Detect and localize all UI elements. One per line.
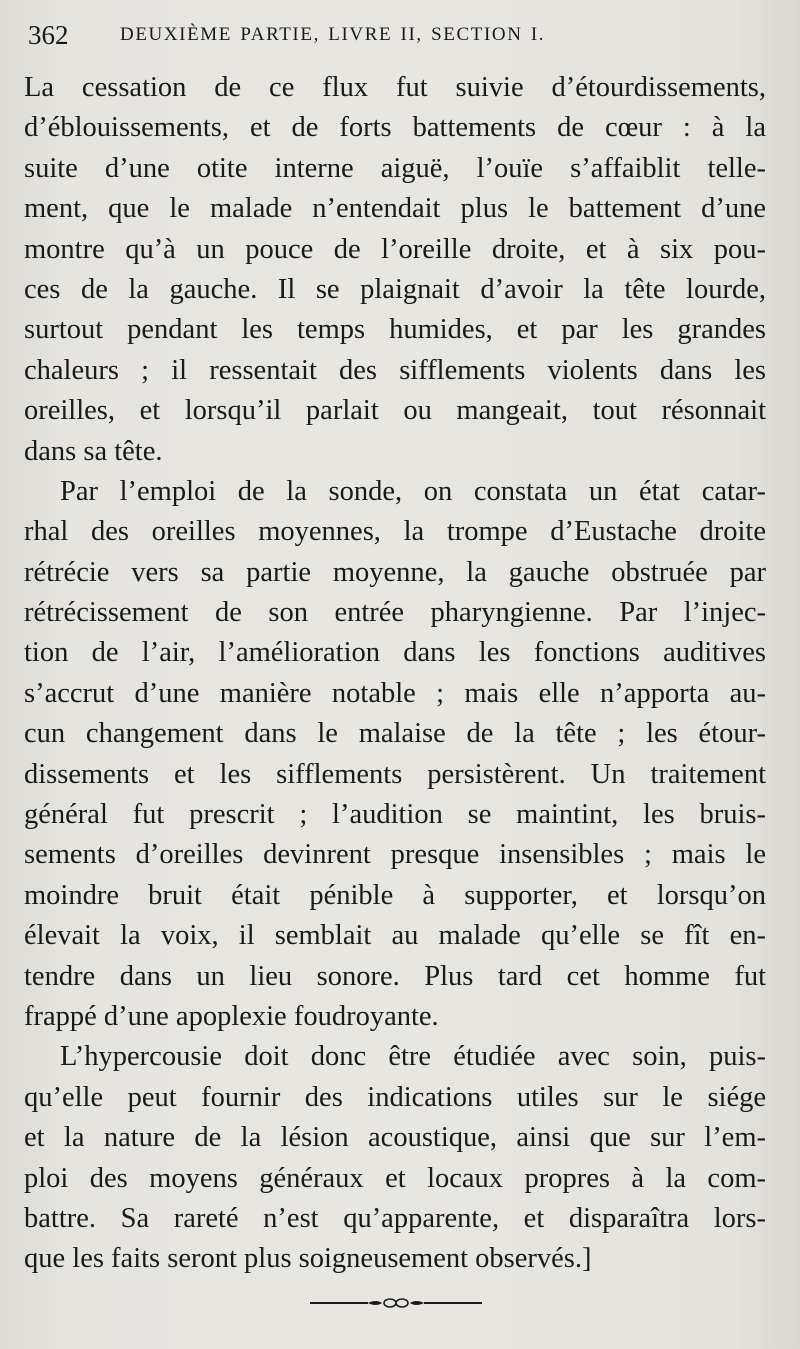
text-line: La cessation de ce flux fut suivie d’étourdissements,	[24, 72, 766, 103]
text-line: chaleurs ; il ressentait des sifflements violents dans les	[24, 354, 766, 386]
text-line: rétrécissement de son entrée pharyngienne. Par l’injec-	[24, 597, 766, 629]
text-line: L’hypercousie doit donc être étudiée avec soin, puis-	[60, 1041, 766, 1073]
tailpiece-ornament-icon	[310, 1294, 482, 1312]
text-line: montre qu’à un pouce de l’oreille droite, et à six pou-	[24, 233, 766, 265]
text-line: tion de l’air, l’amélioration dans les fonctions auditives	[24, 637, 766, 669]
text-line: et la nature de la lésion acoustique, ainsi que sur l’em-	[24, 1122, 766, 1154]
text-line: que les faits seront plus soigneusement observés.]	[24, 1243, 592, 1275]
text-line: cun changement dans le malaise de la tête ; les étour-	[24, 718, 766, 750]
running-head: DEUXIÈME PARTIE, LIVRE II, SECTION I.	[120, 24, 546, 45]
text-line: s’accrut d’une manière notable ; mais elle n’apporta au-	[24, 677, 766, 709]
text-line: rétrécie vers sa partie moyenne, la gauche obstruée par	[24, 556, 766, 588]
text-line: suite d’une otite interne aiguë, l’ouïe s’affaiblit telle-	[24, 152, 766, 184]
text-line: surtout pendant les temps humides, et par les grandes	[24, 314, 766, 346]
text-line: Par l’emploi de la sonde, on constata un état catar-	[60, 475, 766, 507]
page-header	[24, 20, 764, 60]
text-line: sements d’oreilles devinrent presque insensibles ; mais le	[24, 839, 766, 871]
text-line: tendre dans un lieu sonore. Plus tard cet homme fut	[24, 960, 766, 992]
page-number: 362	[28, 20, 69, 50]
text-line: battre. Sa rareté n’est qu’apparente, et disparaîtra lors-	[24, 1202, 766, 1234]
text-line: ces de la gauche. Il se plaignait d’avoir la tête lourde,	[24, 273, 766, 305]
text-line: ment, que le malade n’entendait plus le battement d’une	[24, 193, 766, 225]
paragraph-2	[24, 472, 766, 1037]
text-line: ploi des moyens généraux et locaux propres à la com-	[24, 1162, 766, 1194]
text-line: frappé d’une apoplexie foudroyante.	[24, 1000, 439, 1032]
text-line: qu’elle peut fournir des indications utiles sur le siége	[24, 1081, 766, 1113]
text-line: général fut prescrit ; l’audition se maintint, les bruis-	[24, 799, 766, 831]
text-line: d’éblouissements, et de forts battements de cœur : à la	[24, 112, 766, 144]
text-line: élevait la voix, il semblait au malade qu’elle se fît en-	[24, 920, 766, 952]
text-line: dissements et les sifflements persistèrent. Un traitement	[24, 758, 766, 790]
body-text	[24, 68, 766, 1280]
paragraph-3	[24, 1037, 766, 1279]
text-line: dans sa tête.	[24, 435, 163, 467]
text-line: moindre bruit était pénible à supporter, et lorsqu’on	[24, 879, 766, 911]
paragraph-1	[24, 68, 766, 472]
text-line: rhal des oreilles moyennes, la trompe d’Eustache droite	[24, 516, 766, 548]
text-line: oreilles, et lorsqu’il parlait ou mangeait, tout résonnait	[24, 395, 766, 427]
